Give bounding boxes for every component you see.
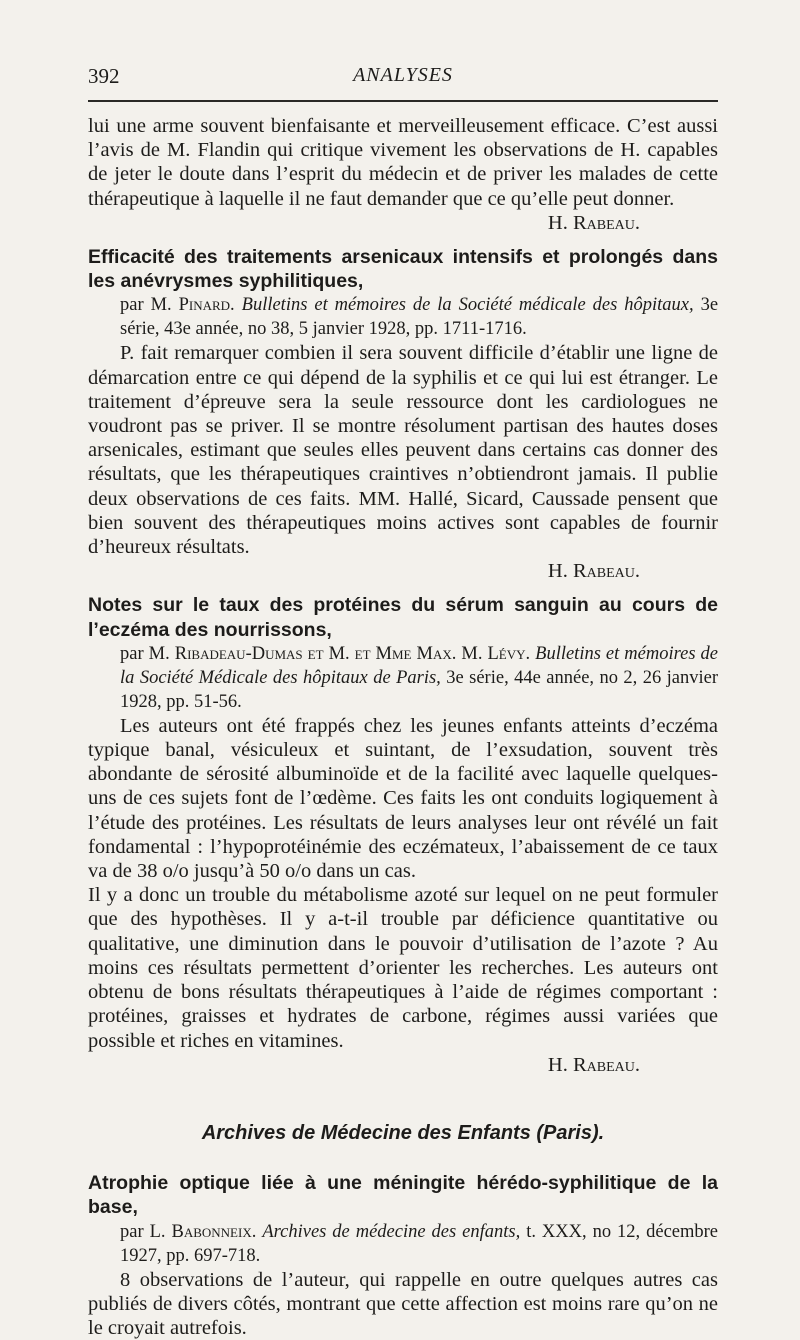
- signature: H. Rabeau.: [547, 560, 640, 583]
- article-title: [88, 1171, 718, 1219]
- author-name: Babonneix.: [171, 1221, 257, 1242]
- running-title: ANALYSES: [353, 64, 453, 86]
- section-heading: Archives de Médecine des Enfants (Paris).: [201, 1121, 605, 1144]
- header-rule: [88, 100, 718, 102]
- article-body: 8 observations de l’auteur, qui rappelle en outre quelques autres cas publiés de divers côtés, montrant que cette affection est moins rare qu’on ne le croyait autrefois.: [88, 1268, 718, 1339]
- page-number: 392: [88, 64, 120, 88]
- article-body: P. fait remarquer combien il sera souvent difficile d’établir une ligne de démarcation entre ce qui dépend de la syphilis et ce qui lui est étranger. Le traitement d’épreuve sera la seule ressource dont les cardiologues ne voudront pas se priver. Il se montre résolument partisan des hautes doses arsenicales, estimant que seules elles peuvent dans certains cas donner des résultats, que les thérapeutiques craintives n’obtiendront jamais. Il publie deux observations de ces faits. MM. Hallé, Sicard, Caussade pensent que bien souvent des thérapeutiques moins actives sont capables de fournir d’heureux résultats.: [88, 342, 718, 559]
- reference: 3e série, 43e année, no 38, 5 janvier 1928, pp. 1711-1716.: [120, 295, 719, 340]
- article-title-text: Efficacité des traitements arsenicaux intensifs et prolongés dans les anévrysmes syphilitiques,: [88, 246, 718, 293]
- reference: t. XXX, no 12, décembre 1927, pp. 697-718.: [120, 1221, 719, 1266]
- article-title-text: Notes sur le taux des protéines du sérum sanguin au cours de l’eczéma des nourrissons,: [88, 594, 718, 641]
- author-name: Pinard.: [178, 295, 235, 316]
- co-authors: et M. et Mme Max. M. Lévy.: [307, 643, 531, 664]
- signature: H. Rabeau.: [547, 1053, 640, 1076]
- page-header: [88, 62, 718, 92]
- signature: H. Rabeau.: [547, 211, 640, 234]
- author-name: Ribadeau-Dumas: [174, 643, 303, 664]
- article-byline: par L. Babonneix. Archives de médecine des enfants, t. XXX, no 12, décembre 1927, pp. 697-718.: [120, 1221, 719, 1266]
- journal-name: Bulletins et mémoires de la Société médicale des hôpitaux,: [241, 295, 694, 316]
- article-title-text: Atrophie optique liée à une méningite hérédo-syphilitique de la base,: [88, 1172, 718, 1219]
- page-body: [88, 114, 718, 1340]
- article-body: Les auteurs ont été frappés chez les jeunes enfants atteints d’eczéma typique banal, vésiculeux et suintant, de l’exsudation, souvent très abondante de sérosité albuminoïde et de la facilité avec laquelle quelques-uns de ces sujets font de l’œdème. Ces faits les ont conduits logiquement à l’étude des protéines. Les résultats de leurs analyses leur ont révélé un fait fondamental : l’hypoprotéinémie des eczémateux, l’abaissement de ce taux va de 38 o/o jusqu’à 50 o/o dans un cas.: [88, 714, 718, 883]
- journal-name: Archives de médecine des enfants,: [262, 1221, 521, 1242]
- article-title: [88, 593, 718, 641]
- continued-paragraph: lui une arme souvent bienfaisante et merveilleusement efficace. C’est aussi l’avis de M. Flandin qui critique vivement les observations de H. capables de jeter le doute dans l’esprit du médecin et de priver les malades de cette thérapeutique à laquelle il ne faut demander que ce qu’elle peut donner.: [88, 115, 718, 210]
- reference: 3e série, 44e année, no 2, 26 janvier 1928, pp. 51-56.: [120, 667, 718, 712]
- journal-name: Bulletins et mémoires de la Société Médicale des hôpitaux de Paris,: [120, 643, 719, 688]
- article-body: Il y a donc un trouble du métabolisme azoté sur lequel on ne peut formuler que des hypothèses. Il y a-t-il trouble par déficience quantitative ou qualitative, une diminution dans le pouvoir d’utilisation de l’azote ? Au moins ces résultats permettent d’orienter les recherches. Les auteurs ont obtenu de bons résultats thérapeutiques à l’aide de régimes comportant : protéines, graisses et hydrates de carbone, régimes aussi variées que possible et riches en vitamines.: [88, 884, 718, 1052]
- article-title: [88, 245, 718, 293]
- article-byline: par M. Ribadeau-Dumas et M. et Mme Max. M. Lévy. Bulletins et mémoires de la Société Médicale des hôpitaux de Paris, 3e série, 44e année, no 2, 26 janvier 1928, pp. 51-56.: [120, 643, 719, 712]
- article-byline: par M. Pinard. Bulletins et mémoires de la Société médicale des hôpitaux, 3e série, 43e année, no 38, 5 janvier 1928, pp. 1711-1716.: [120, 295, 719, 340]
